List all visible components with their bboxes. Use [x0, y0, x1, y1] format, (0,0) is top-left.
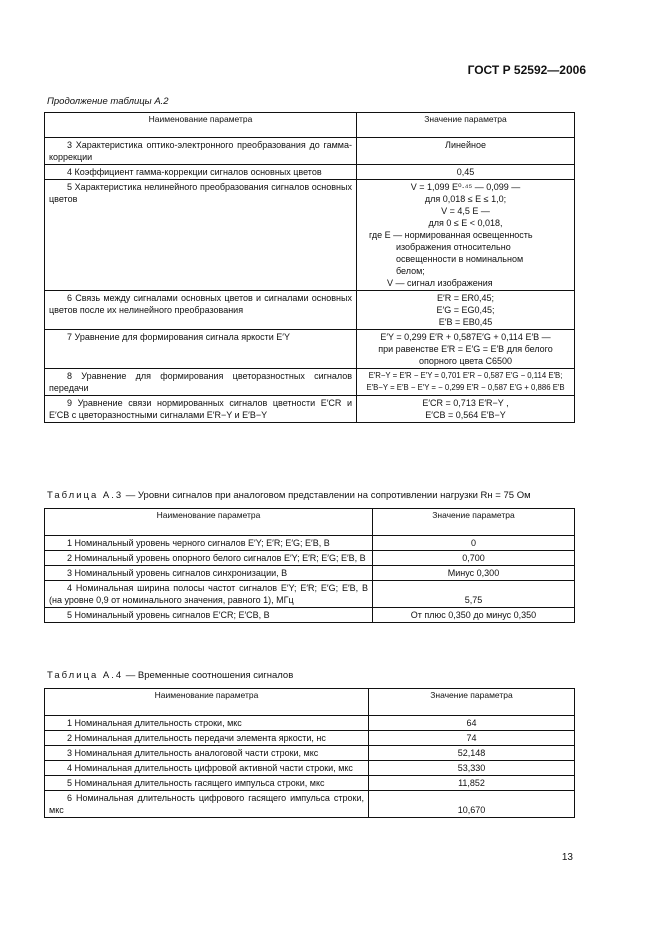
- table-a2-header-param: Наименование параметра: [45, 113, 357, 138]
- param-cell: 4 Номинальная ширина полосы частот сигналов E′Y; E′R; E′G; E′B, В (на уровне 0,9 от номинального значения, равного 1), МГц: [45, 581, 373, 608]
- param-cell: 5 Номинальный уровень сигналов E′CR; E′CB, В: [45, 608, 373, 623]
- table-row: [45, 138, 575, 165]
- value-cell: 0,45: [357, 165, 575, 180]
- table-row: [45, 369, 575, 396]
- param-cell: 3 Номинальная длительность аналоговой части строки, мкс: [45, 746, 369, 761]
- param-cell: 8 Уравнение для формирования цветоразностных сигналов передачи: [45, 369, 357, 396]
- param-cell: 6 Номинальная длительность цифрового гасящего импульса строки, мкс: [45, 791, 369, 818]
- value-cell: E′R = ER0,45; E′G = EG0,45; E′B = EB0,45: [357, 291, 575, 330]
- value-cell: 0: [373, 536, 575, 551]
- table-row: [45, 165, 575, 180]
- value-cell: E′CR = 0,713 E′R−Y , E′CB = 0,564 E′B−Y: [357, 396, 575, 423]
- param-cell: 9 Уравнение связи нормированных сигналов цветности E′CR и E′CB с цветоразностными сигналами E′R−Y и E′B−Y: [45, 396, 357, 423]
- param-cell: 4 Номинальная длительность цифровой активной части строки, мкс: [45, 761, 369, 776]
- value-cell: 52,148: [369, 746, 575, 761]
- table-row: [45, 396, 575, 423]
- param-cell: 2 Номинальная длительность передачи элемента яркости, нс: [45, 731, 369, 746]
- table-row: [45, 566, 575, 581]
- param-cell: 7 Уравнение для формирования сигнала яркости E′Y: [45, 330, 357, 369]
- page-number: 13: [561, 852, 573, 863]
- value-cell: 0,700: [373, 551, 575, 566]
- value-cell: V = 1,099 E⁰·⁴⁵ — 0,099 — для 0,018 ≤ E ≤ 1,0; V = 4,5 E — для 0 ≤ E < 0,018, где E — нормированная освещенность изображения относительно освещенности в номинальном белом; V — сигнал изображения: [357, 180, 575, 291]
- table-a3: [44, 508, 575, 623]
- table-row: [45, 291, 575, 330]
- table-a3-header-value: Значение параметра: [373, 509, 575, 536]
- table-a2-caption: Продолжение таблицы А.2: [47, 96, 169, 107]
- table-a4-header-value: Значение параметра: [369, 689, 575, 716]
- table-row: [45, 551, 575, 566]
- table-a3-header-param: Наименование параметра: [45, 509, 373, 536]
- table-row: [45, 791, 575, 818]
- param-cell: 5 Номинальная длительность гасящего импульса строки, мкс: [45, 776, 369, 791]
- param-cell: 1 Номинальный уровень черного сигналов E′Y; E′R; E′G; E′B, В: [45, 536, 373, 551]
- value-cell: 53,330: [369, 761, 575, 776]
- value-cell: 5,75: [373, 581, 575, 608]
- value-cell: 10,670: [369, 791, 575, 818]
- param-cell: 1 Номинальная длительность строки, мкс: [45, 716, 369, 731]
- param-cell: 6 Связь между сигналами основных цветов и сигналами основных цветов после их нелинейного преобразования: [45, 291, 357, 330]
- param-cell: 3 Характеристика оптико-электронного преобразования до гамма-коррекции: [45, 138, 357, 165]
- value-cell: E′R−Y = E′R − E′Y = 0,701 E′R − 0,587 E′G − 0,114 E′B; E′B−Y = E′B − E′Y = − 0,299 E′R − 0,587 E′G + 0,886 E′B: [357, 369, 575, 396]
- table-a3-caption: Таблица А.3 — Уровни сигналов при аналоговом представлении на сопротивлении нагрузки Rн = 75 Ом: [47, 490, 531, 501]
- value-cell: От плюс 0,350 до минус 0,350: [373, 608, 575, 623]
- table-row: [45, 581, 575, 608]
- value-cell: 64: [369, 716, 575, 731]
- value-cell: 74: [369, 731, 575, 746]
- param-cell: 4 Коэффициент гамма-коррекции сигналов основных цветов: [45, 165, 357, 180]
- value-cell: E′Y = 0,299 E′R + 0,587E′G + 0,114 E′B — при равенстве E′R = E′G = E′B для белого опорного цвета C6500: [357, 330, 575, 369]
- table-a4-caption: Таблица А.4 — Временные соотношения сигналов: [47, 670, 294, 681]
- value-cell: 11,852: [369, 776, 575, 791]
- param-cell: 3 Номинальный уровень сигналов синхронизации, В: [45, 566, 373, 581]
- standard-code: ГОСТ Р 52592—2006: [467, 63, 586, 77]
- table-row: [45, 761, 575, 776]
- value-cell: Минус 0,300: [373, 566, 575, 581]
- param-cell: 5 Характеристика нелинейного преобразования сигналов основных цветов: [45, 180, 357, 291]
- table-row: [45, 608, 575, 623]
- table-row: [45, 776, 575, 791]
- table-a4-header-param: Наименование параметра: [45, 689, 369, 716]
- table-row: [45, 716, 575, 731]
- table-a2-header-value: Значение параметра: [357, 113, 575, 138]
- table-row: [45, 536, 575, 551]
- table-row: [45, 731, 575, 746]
- param-cell: 2 Номинальный уровень опорного белого сигналов E′Y; E′R; E′G; E′B, В: [45, 551, 373, 566]
- table-row: [45, 330, 575, 369]
- value-cell: Линейное: [357, 138, 575, 165]
- table-row: [45, 180, 575, 291]
- table-a4: [44, 688, 575, 818]
- table-a2: [44, 112, 575, 423]
- table-row: [45, 746, 575, 761]
